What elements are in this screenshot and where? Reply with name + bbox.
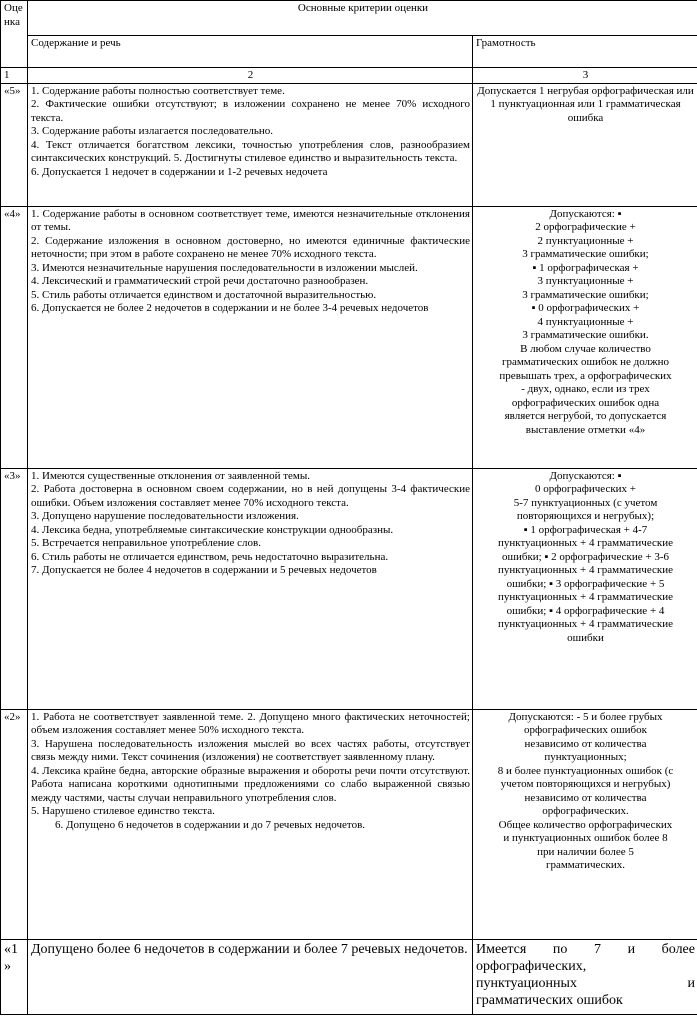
table-row-grade-5 <box>1 83 697 206</box>
literacy-criteria-cell: Допускаются: ▪ 0 орфографических + 5-7 пунктуационных (с учетом повторяющихся и негрубых); ▪ 1 орфографическая + 4-7 пунктуационных + 4 грамматические ошибки; ▪ 2 орфографические + 3-6 пунктуационных + 4 грамматические ошибки; ▪ 3 орфографические + 5 пунктуационных + 4 грамматические ошибки; ▪ 4 орфографические + 4 пунктуационных + 4 грамматические ошибки <box>473 468 697 709</box>
literacy-criteria-cell: Допускаются: ▪ 2 орфографические + 2 пунктуационные + 3 грамматические ошибки; ▪ 1 орфографическая + 3 пунктуационные + 3 грамматические ошибки; ▪ 0 орфографических + 4 пунктуационные + 3 грамматические ошибки. В любом случае количество грамматических ошибок не должно превышать трех, а орфографических - двух, однако, если из трех орфографических ошибок одна является негрубой, то допускается выставление отметки «4» <box>473 206 697 468</box>
criteria-title: Основные критерии оценки <box>28 1 697 36</box>
content-criteria-cell: 1. Содержание работы в основном соответствует теме, имеются незначительные отклонения от темы. 2. Содержание изложения в основном достоверно, но имеются единичные фактические неточности; при этом в работе сохранено не менее 70% исходного текста. 3. Имеются незначительные нарушения последовательности в изложении мыслей. 4. Лексический и грамматический строй речи достаточно разнообразен. 5. Стиль работы отличается единством и достаточной выразительностью. 6. Допускается не более 2 недочетов в содержании и не более 3-4 речевых недочетов <box>28 206 473 468</box>
literacy-column-header: Грамотность <box>473 36 697 68</box>
column-number-2: 2 <box>28 68 473 84</box>
literacy-criteria-cell: Имеется по 7 и более орфографических, пунктуационных и грамматических ошибок <box>473 939 697 1014</box>
header-row-top <box>1 1 697 36</box>
column-number-1: 1 <box>1 68 28 84</box>
literacy-criteria-cell: Допускается 1 негрубая орфографическая или 1 пунктуационная или 1 грамматическая ошибка <box>473 83 697 206</box>
content-criteria-cell: 1. Имеются существенные отклонения от заявленной темы. 2. Работа достоверна в основном своем содержании, но в ней допущены 3-4 фактические ошибки. Объем изложения составляет менее 70% исходного текста. 3. Допущено нарушение последовательности изложения. 4. Лексика бедна, употребляемые синтаксические конструкции однообразны. 5. Встречается неправильное употребление слов. 6. Стиль работы не отличается единством, речь недостаточно выразительна. 7. Допускается не более 4 недочетов в содержании и 5 речевых недочетов <box>28 468 473 709</box>
grade-column-header: Оце нка <box>1 1 28 68</box>
column-number-3: 3 <box>473 68 697 84</box>
table-row-grade-2 <box>1 709 697 939</box>
content-column-header: Содержание и речь <box>28 36 473 68</box>
table-row-grade-4 <box>1 206 697 468</box>
grade-label: «1 » <box>1 939 28 1014</box>
content-criteria-cell: 1. Содержание работы полностью соответствует теме. 2. Фактические ошибки отсутствуют; в изложении сохранено не менее 70% исходного текста. 3. Содержание работы излагается последовательно. 4. Текст отличается богатством лексики, точностью употребления слов, разнообразием синтаксических конструкций. 5. Достигнуты стилевое единство и выразительность текста. 6. Допускается 1 недочет в содержании и 1-2 речевых недочета <box>28 83 473 206</box>
column-number-row <box>1 68 697 84</box>
literacy-criteria-cell: Допускаются: - 5 и более грубых орфографических ошибок независимо от количества пунктуационных; 8 и более пунктуационных ошибок (с учетом повторяющихся и негрубых) независимо от количества орфографических. Общее количество орфографических и пунктуационных ошибок более 8 при наличии более 5 грамматических. <box>473 709 697 939</box>
grade-label: «4» <box>1 206 28 468</box>
table-row-grade-1 <box>1 939 697 1014</box>
grade-label: «3» <box>1 468 28 709</box>
grade-label: «2» <box>1 709 28 939</box>
header-row-sub <box>1 36 697 68</box>
content-criteria-cell: Допущено более 6 недочетов в содержании и более 7 речевых недочетов. <box>28 939 473 1014</box>
content-criteria-cell: 1. Работа не соответствует заявленной теме. 2. Допущено много фактических неточностей; объем изложения составляет менее 50% исходного текста. 3. Нарушена последовательность изложения мыслей во всех частях работы, отсутствует связь между ними. Текст сочинения (изложения) не соответствует заявленному плану. 4. Лексика крайне бедна, авторские образные выражения и обороты речи почти отсутствуют. Работа написана короткими однотипными предложениями со слабо выраженной связью между частями, часты случаи неправильного употребления слов. 5. Нарушено стилевое единство текста. 6. Допущено 6 недочетов в содержании и до 7 речевых недочетов. <box>28 709 473 939</box>
grade-label: «5» <box>1 83 28 206</box>
table-row-grade-3 <box>1 468 697 709</box>
